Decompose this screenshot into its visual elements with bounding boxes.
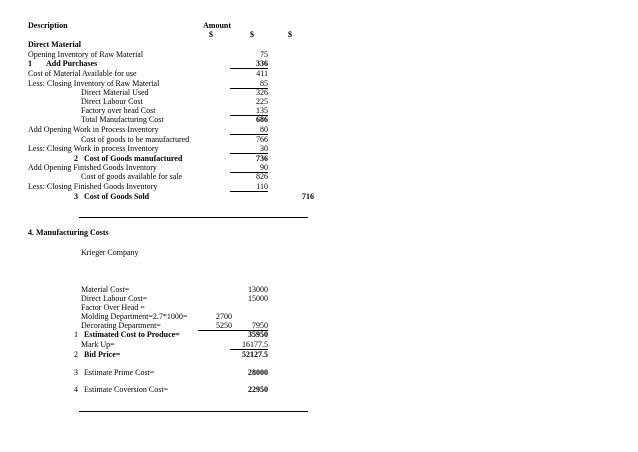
goods-available-for-sale-value: 826 — [256, 172, 268, 181]
material-cost-label: Material Cost= — [81, 285, 130, 294]
direct-labour-label: Direct Labour Cost= — [81, 294, 148, 303]
closing-raw-material-value: 85 — [230, 79, 268, 89]
estimated-cost-value: 35950 — [248, 330, 268, 339]
item-number-2: 2 — [74, 154, 78, 163]
currency-col2: $ — [250, 30, 254, 39]
estimated-cost-label: Estimated Cost to Produce= — [84, 330, 180, 339]
total-manufacturing-cost-value: 686 — [256, 115, 268, 124]
company-name: Krieger Company — [81, 248, 139, 257]
amount-header: Amount — [203, 21, 232, 30]
closing-finished-goods-label: Less: Closing Finished Goods Inventory — [28, 182, 158, 191]
cogm-value: 736 — [256, 154, 268, 163]
conversion-cost-value: 22950 — [248, 385, 268, 394]
description-header: Description — [28, 21, 68, 30]
add-purchases-label: Add Purchases — [46, 59, 98, 68]
item-number-3: 3 — [74, 192, 78, 201]
decorating-department-value: 5250 — [198, 321, 232, 331]
mark-up-label: Mark Up= — [81, 340, 115, 349]
bid-price-label: Bid Price= — [84, 350, 121, 359]
opening-finished-goods-value: 90 — [230, 163, 268, 173]
divider-line — [79, 217, 308, 218]
direct-material-used-label: Direct Material Used — [81, 88, 149, 97]
goods-available-for-sale-label: Cost of goods available for sale — [81, 172, 183, 181]
cost-to-be-manufactured-value: 766 — [256, 135, 268, 144]
item-number-4-2: 2 — [74, 350, 78, 359]
direct-labour-cost-label: Direct Labour Cost — [81, 97, 143, 106]
closing-wip-value: 30 — [230, 144, 268, 154]
opening-wip-value: 80 — [230, 125, 268, 135]
cost-to-be-manufactured-label: Cost of goods to be manufactured — [81, 135, 190, 144]
cogs-value: 716 — [302, 192, 314, 201]
prime-cost-value: 28000 — [248, 368, 268, 377]
direct-material-title: Direct Material — [28, 40, 81, 49]
total-manufacturing-cost-label: Total Manufacturing Cost — [81, 115, 164, 124]
material-cost-value: 13000 — [248, 285, 268, 294]
direct-labour-value: 15000 — [248, 294, 268, 303]
currency-col1: $ — [209, 30, 213, 39]
opening-raw-material-label: Opening Inventory of Raw Material — [28, 50, 144, 59]
mark-up-value: 16177.5 — [230, 340, 268, 350]
item-number-4-1: 1 — [74, 330, 78, 339]
bottom-divider-line — [79, 411, 308, 412]
molding-department-label: Molding Department=2.7*1000= — [81, 312, 188, 321]
cogs-label: Cost of Goods Sold — [84, 192, 150, 201]
prime-cost-label: Estimate Prime Cost= — [84, 368, 155, 377]
opening-raw-material-value: 75 — [260, 50, 268, 59]
total-overhead-value: 7950 — [230, 321, 268, 331]
item-number-1: 1 — [28, 59, 32, 68]
molding-department-value: 2700 — [216, 312, 232, 321]
closing-wip-label: Less: Closing Work in process Inventory — [28, 144, 159, 153]
cogm-label: Cost of Goods manufactured — [84, 154, 183, 163]
bid-price-value: 52127.5 — [242, 350, 268, 359]
factory-overhead-value: 135 — [230, 106, 268, 116]
section-4-title: 4. Manufacturing Costs — [28, 228, 109, 237]
closing-raw-material-label: Less: Closing Inventory of Raw Material — [28, 79, 160, 88]
add-purchases-value: 336 — [230, 59, 268, 69]
direct-labour-cost-value: 225 — [256, 97, 268, 106]
closing-finished-goods-value: 110 — [230, 182, 268, 192]
opening-wip-label: Add Opening Work in Process Inventory — [28, 125, 159, 134]
factory-overhead-label: Factory over head Cost — [81, 106, 156, 115]
currency-col3: $ — [288, 30, 292, 39]
direct-material-used-value: 326 — [256, 88, 268, 97]
material-available-label: Cost of Material Available for use — [28, 69, 137, 78]
opening-finished-goods-label: Add Opening Finished Goods Inventory — [28, 163, 157, 172]
material-available-value: 411 — [256, 69, 268, 78]
factory-overhead-heading: Factor Over Head = — [81, 303, 145, 312]
conversion-cost-label: Estimate Coversion Cost= — [84, 385, 169, 394]
item-number-4-4: 4 — [74, 385, 78, 394]
item-number-4-3: 3 — [74, 368, 78, 377]
decorating-department-label: Decorating Department= — [81, 321, 161, 330]
